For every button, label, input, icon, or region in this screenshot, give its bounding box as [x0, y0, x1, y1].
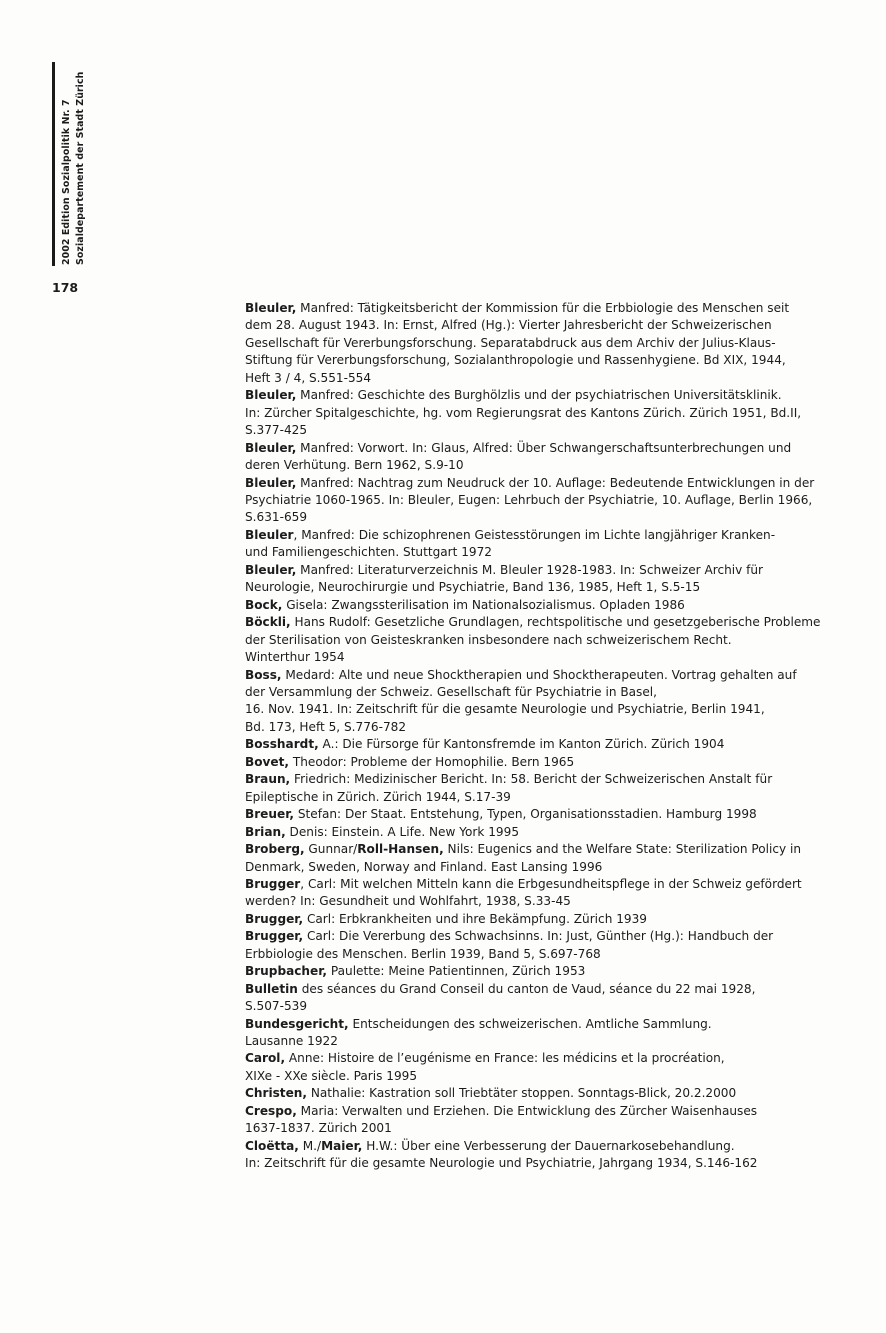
bibliography-entry: [245, 841, 835, 876]
entry-author: Bovet,: [245, 754, 289, 769]
bibliography-entry: [245, 562, 835, 597]
bibliography-list: [245, 300, 835, 1173]
entry-text: Hans Rudolf: Gesetzliche Grundlagen, rechtspolitische und gesetzgeberische Probleme der Sterilisation von Geisteskranken insbesondere nach schweizerischem Recht. Winterthur 1954: [245, 615, 821, 665]
entry-text: Manfred: Vorwort. In: Glaus, Alfred: Über Schwangerschaftsunterbrechungen und deren Verhütung. Bern 1962, S.9-10: [245, 440, 792, 473]
entry-author: Bleuler,: [245, 440, 297, 455]
entry-author: Crespo,: [245, 1103, 297, 1118]
entry-text: , Carl: Mit welchen Mitteln kann die Erbgesundheitspflege in der Schweiz gefördert werden? In: Gesundheit und Wohlfahrt, 1938, S.33-45: [245, 876, 802, 909]
entry-author: Christen,: [245, 1086, 307, 1101]
bibliography-entry: [245, 527, 835, 562]
entry-author: Bleuler,: [245, 301, 297, 315]
bibliography-entry: [245, 597, 835, 614]
bibliography-entry: [245, 876, 835, 911]
entry-text: A.: Die Fürsorge für Kantonsfremde im Kanton Zürich. Zürich 1904: [318, 737, 725, 752]
bibliography-entry: [245, 667, 835, 737]
entry-author: Brupbacher,: [245, 964, 328, 979]
entry-author: Bleuler: [245, 527, 294, 542]
series-line-1: 2002 Edition Sozialpolitik Nr. 7: [61, 99, 72, 265]
bibliography-entry: [245, 754, 835, 771]
entry-text: Carl: Erbkrankheiten und ihre Bekämpfung. Zürich 1939: [303, 911, 647, 926]
entry-coauthor-given: M./: [298, 1138, 322, 1153]
entry-text: Manfred: Literaturverzeichnis M. Bleuler 1928-1983. In: Schweizer Archiv für Neurologie, Neurochirurgie und Psychiatrie, Band 136, 1985, Heft 1, S.5-15: [245, 562, 764, 595]
entry-author: Breuer,: [245, 807, 294, 822]
entry-text: Medard: Alte und neue Shocktherapien und Shocktherapeuten. Vortrag gehalten auf der Versammlung der Schweiz. Gesellschaft für Psychiatrie in Basel, 16. Nov. 1941. In: Zeitschrift für die gesamte Neurologie und Psychiatrie, Berlin 1941, Bd. 173, Heft 5, S.776-782: [245, 667, 797, 734]
entry-text: Manfred: Nachtrag zum Neudruck der 10. Auflage: Bedeutende Entwicklungen in der Psychiatrie 1060-1965. In: Bleuler, Eugen: Lehrbuch der Psychiatrie, 10. Auflage, Berlin 1966, S.631-659: [245, 475, 815, 525]
entry-text: des séances du Grand Conseil du canton de Vaud, séance du 22 mai 1928, S.507-539: [245, 981, 756, 1014]
entry-text: Nils: Eugenics and the Welfare State: Sterilization Policy in Denmark, Sweden, Norway and Finland. East Lansing 1996: [245, 842, 802, 874]
bibliography-entry: [245, 1050, 835, 1085]
bibliography-entry: [245, 1016, 835, 1051]
entry-author: Bosshardt,: [245, 737, 319, 752]
entry-author: Broberg,: [245, 842, 305, 857]
entry-author: Bundesgericht,: [245, 1016, 349, 1031]
entry-author: Boss,: [245, 667, 282, 682]
bibliography-entry: [245, 824, 835, 841]
entry-text: Gisela: Zwangssterilisation im Nationalsozialismus. Opladen 1986: [282, 597, 685, 612]
entry-text: Entscheidungen des schweizerischen. Amtliche Sammlung. Lausanne 1922: [245, 1016, 712, 1049]
bibliography-entry: [245, 475, 835, 527]
entry-text: Maria: Verwalten und Erziehen. Die Entwicklung des Zürcher Waisenhauses 1637-1837. Zürich 2001: [245, 1103, 758, 1136]
entry-author: Carol,: [245, 1051, 286, 1066]
entry-text: H.W.: Über eine Verbesserung der Dauernarkosebehandlung. In: Zeitschrift für die gesamte Neurologie und Psychiatrie, Jahrgang 1934, S.146-162: [245, 1138, 758, 1171]
bibliography-entry: [245, 1085, 835, 1102]
entry-author: Böckli,: [245, 615, 291, 630]
margin-rule: [52, 62, 55, 266]
bibliography-entry: [245, 1103, 835, 1138]
bibliography-entry: [245, 771, 835, 806]
bibliography-entry: [245, 440, 835, 475]
entry-text: Friedrich: Medizinischer Bericht. In: 58. Bericht der Schweizerischen Anstalt für Epileptische in Zürich. Zürich 1944, S.17-39: [245, 772, 773, 804]
bibliography-entry: [245, 736, 835, 753]
entry-author: Brugger,: [245, 929, 304, 944]
entry-coauthor: Maier,: [321, 1138, 363, 1153]
series-imprint: [60, 72, 88, 265]
entry-author: Braun,: [245, 772, 291, 787]
bibliography-entry: [245, 806, 835, 823]
entry-text: , Manfred: Die schizophrenen Geistesstörungen im Lichte langjähriger Kranken- und Familiengeschichten. Stuttgart 1972: [245, 527, 776, 560]
entry-text: Manfred: Geschichte des Burghölzlis und der psychiatrischen Universitätsklinik. In: Zürcher Spitalgeschichte, hg. vom Regierungsrat des Kantons Zürich. Zürich 1951, Bd.II, S.377-425: [245, 388, 802, 438]
page-number: 178: [52, 280, 79, 295]
entry-author: Brugger: [245, 876, 301, 891]
entry-text: Theodor: Probleme der Homophilie. Bern 1965: [289, 754, 575, 769]
bibliography-entry: [245, 963, 835, 980]
bibliography-entry: [245, 387, 835, 439]
entry-text: Denis: Einstein. A Life. New York 1995: [285, 824, 520, 839]
entry-text: Nathalie: Kastration soll Triebtäter stoppen. Sonntags-Blick, 20.2.2000: [306, 1086, 737, 1101]
bibliography-entry: [245, 1138, 835, 1173]
entry-author: Brian,: [245, 824, 286, 839]
entry-text: Anne: Histoire de l’eugénisme en France: les médicins et la procréation, XIXe - XXe siècle. Paris 1995: [245, 1051, 725, 1083]
entry-text: Paulette: Meine Patientinnen, Zürich 1953: [327, 964, 586, 979]
entry-author: Bulletin: [245, 981, 298, 996]
bibliography-entry: [245, 614, 835, 666]
entry-author: Brugger,: [245, 911, 304, 926]
entry-author: Bleuler,: [245, 475, 297, 490]
entry-author: Cloëtta,: [245, 1138, 299, 1153]
entry-author: Bleuler,: [245, 562, 297, 577]
entry-coauthor: Roll-Hansen,: [357, 842, 444, 857]
bibliography-entry: [245, 981, 835, 1016]
entry-text: Stefan: Der Staat. Entstehung, Typen, Organisationsstadien. Hamburg 1998: [293, 807, 757, 822]
series-line-2: Sozialdepartement der Stadt Zürich: [75, 71, 86, 265]
entry-coauthor-given: Gunnar/: [304, 842, 358, 857]
bibliography-entry: [245, 928, 835, 963]
entry-text: Carl: Die Vererbung des Schwachsinns. In: Just, Günther (Hg.): Handbuch der Erbbiologie des Menschen. Berlin 1939, Band 5, S.697-768: [245, 929, 774, 961]
entry-author: Bock,: [245, 597, 283, 612]
entry-text: Manfred: Tätigkeitsbericht der Kommission für die Erbbiologie des Menschen seit dem 28. August 1943. In: Ernst, Alfred (Hg.): Vierter Jahresbericht der Schweizerischen Gesellschaft für Vererbungsforschung. Separatabdruck aus dem Archiv der Julius-Klaus- Stiftung für Vererbungsforschung, Sozialanthropologie und Rassenhygiene. Bd XIX, 1944, Heft 3 / 4, S.551-554: [245, 301, 790, 385]
bibliography-entry: [245, 300, 835, 387]
bibliography-entry: [245, 911, 835, 928]
entry-author: Bleuler,: [245, 388, 297, 403]
